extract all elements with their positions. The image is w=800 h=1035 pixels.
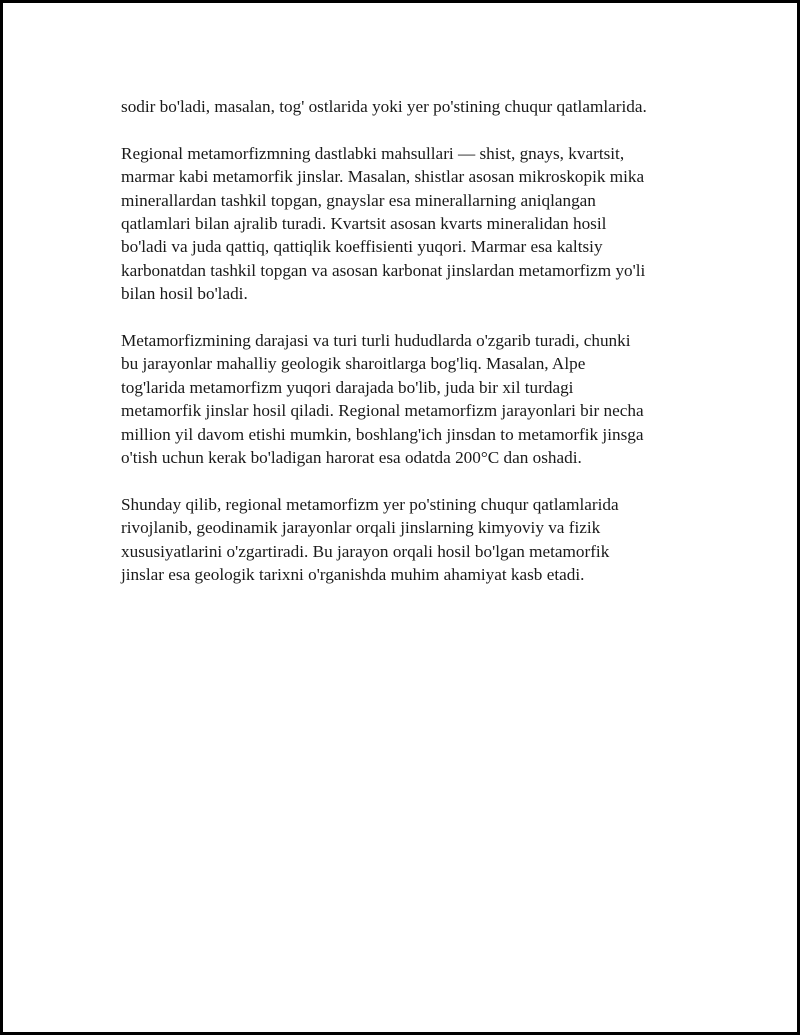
text-line: sodir bo'ladi, masalan, tog' ostlarida yoki yer po'stining chuqur qatlamlarida. <box>121 97 647 116</box>
text-line: Metamorfizmining darajasi va turi turli hududlarda o'zgarib turadi, chunki <box>121 331 631 351</box>
text-line: Regional metamorfizmning dastlabki mahsullari — shist, gnays, kvartsit, <box>121 143 625 163</box>
text-line: Shunday qilib, regional metamorfizm yer po'stining chuqur qatlamlarida <box>121 494 619 514</box>
paragraph-2 <box>121 142 721 306</box>
text-line: minerallardan tashkil topgan, gnayslar esa minerallarning aniqlangan <box>121 190 596 210</box>
text-line: rivojlanib, geodinamik jarayonlar orqali jinslarning kimyoviy va fizik <box>121 518 601 538</box>
text-line: o'tish uchun kerak bo'ladigan harorat esa odatda 200°C dan oshadi. <box>121 448 582 468</box>
text-line: xususiyatlarini o'zgartiradi. Bu jarayon orqali hosil bo'lgan metamorfik <box>121 541 610 561</box>
text-line: marmar kabi metamorfik jinslar. Masalan, shistlar asosan mikroskopik mika <box>121 167 645 187</box>
document-body <box>121 95 721 610</box>
text-line: bu jarayonlar mahalliy geologik sharoitlarga bog'liq. Masalan, Alpe <box>121 354 586 374</box>
paragraph-4 <box>121 493 721 587</box>
text-line: bo'ladi va juda qattiq, qattiqlik koeffisienti yuqori. Marmar esa kaltsiy <box>121 237 603 257</box>
text-line: million yil davom etishi mumkin, boshlang'ich jinsdan to metamorfik jinsga <box>121 424 644 444</box>
paragraph-1 <box>121 95 721 118</box>
text-line: jinslar esa geologik tarixni o'rganishda muhim ahamiyat kasb etadi. <box>121 565 585 585</box>
text-line: bilan hosil bo'ladi. <box>121 284 248 304</box>
text-line: qatlamlari bilan ajralib turadi. Kvartsit asosan kvarts mineralidan hosil <box>121 214 607 234</box>
paragraph-3 <box>121 329 721 469</box>
text-line: metamorfik jinslar hosil qiladi. Regional metamorfizm jarayonlari bir necha <box>121 401 644 421</box>
text-line: karbonatdan tashkil topgan va asosan karbonat jinslardan metamorfizm yo'li <box>121 260 646 280</box>
text-line: tog'larida metamorfizm yuqori darajada bo'lib, juda bir xil turdagi <box>121 377 574 397</box>
